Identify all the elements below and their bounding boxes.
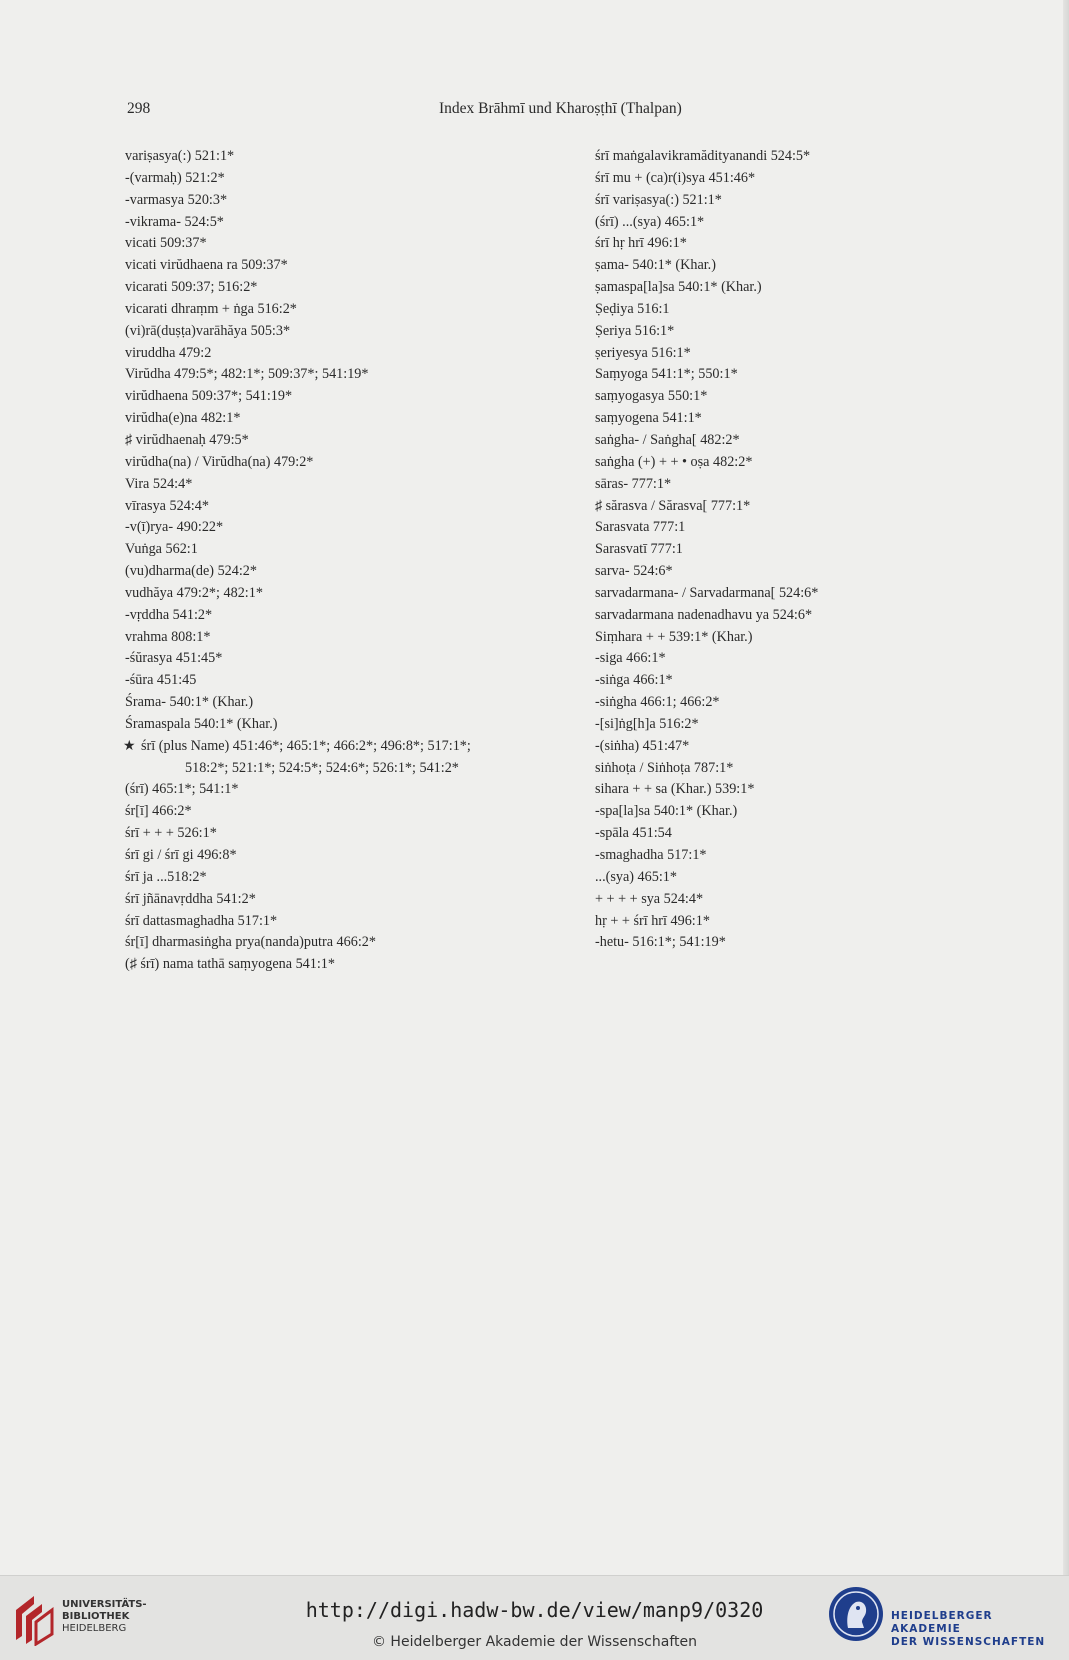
index-entry bbox=[595, 452, 1015, 474]
index-entry-text: Sarasvata 777:1 bbox=[595, 519, 686, 536]
index-entry bbox=[595, 517, 1015, 539]
index-entry-text: śrī jñānavṛddha 541:2* bbox=[125, 890, 256, 907]
index-entry-text: variṣasya(:) 521:1* bbox=[125, 148, 235, 164]
index-entry bbox=[595, 539, 1015, 561]
index-entry-text: vicarati 509:37; 516:2* bbox=[125, 279, 258, 296]
index-entry bbox=[595, 343, 1015, 365]
index-entry-text: -(siṅha) 451:47* bbox=[595, 737, 690, 754]
index-entry bbox=[595, 911, 1015, 933]
index-entry bbox=[125, 168, 575, 190]
index-entry-text: viruddha 479:2 bbox=[125, 344, 212, 361]
index-entry-text: saṅgha- / Saṅgha[ 482:2* bbox=[595, 431, 740, 448]
index-column-right bbox=[595, 146, 1015, 954]
index-entry-text: -varmasya 520:3* bbox=[125, 191, 228, 208]
index-entry-text: -śūra 451:45 bbox=[125, 672, 197, 689]
index-entry-text: -v(ī)rya- 490:22* bbox=[125, 519, 224, 536]
index-entry-text: sarva- 524:6* bbox=[595, 563, 673, 580]
academy-logo-line: DER WISSENSCHAFTEN bbox=[891, 1636, 1046, 1648]
index-entry-text: vicati 509:37* bbox=[125, 235, 207, 252]
index-entry-text: -(varmaḥ) 521:2* bbox=[125, 169, 225, 186]
index-entry bbox=[595, 212, 1015, 234]
index-entry-text: ...(sya) 465:1* bbox=[595, 868, 677, 885]
index-entry bbox=[125, 212, 575, 234]
index-entry bbox=[125, 277, 575, 299]
index-entry bbox=[125, 714, 575, 736]
index-entry-text: -siṅgha 466:1; 466:2* bbox=[595, 694, 720, 711]
index-entry bbox=[595, 496, 1015, 518]
index-entry-text: sihara + + sa (Khar.) 539:1* bbox=[595, 781, 755, 798]
index-entry-text: 518:2*; 521:1*; 524:5*; 524:6*; 526:1*; 541:2* bbox=[185, 759, 459, 776]
index-entry bbox=[125, 517, 575, 539]
index-entry-text: śrī hṛ hrī 496:1* bbox=[595, 235, 687, 252]
index-entry-text: ♯ virŭdhaenaḥ 479:5* bbox=[125, 431, 249, 448]
library-logo-line: HEIDELBERG bbox=[62, 1623, 127, 1634]
index-entry-text: -spāla 451:54 bbox=[595, 825, 672, 842]
index-entry-text: śrī variṣasya(:) 521:1* bbox=[595, 191, 722, 208]
index-entry-text: vicarati dhraṃm + ṅga 516:2* bbox=[125, 300, 297, 317]
index-entry-text: śrī ja ...518:2* bbox=[125, 868, 207, 885]
index-entry bbox=[595, 364, 1015, 386]
index-entry bbox=[125, 801, 575, 823]
index-entry-text: (śrī) ...(sya) 465:1* bbox=[595, 213, 705, 230]
index-entry-text: (♯ śrī) nama tathā saṃyogena 541:1* bbox=[125, 956, 335, 973]
index-entry-text: -vṛddha 541:2* bbox=[125, 606, 213, 623]
index-entry-text: (vu)dharma(de) 524:2* bbox=[125, 563, 257, 580]
index-entry bbox=[125, 255, 575, 277]
index-column-left bbox=[125, 146, 575, 976]
index-entry-text: -śŭrasya 451:45* bbox=[125, 650, 223, 667]
index-entry bbox=[595, 255, 1015, 277]
index-entry bbox=[125, 823, 575, 845]
index-entry-text: saṅgha (+) + + • oṣa 482:2* bbox=[595, 453, 753, 470]
index-entry-text: Siṃhara + + 539:1* (Khar.) bbox=[595, 628, 753, 645]
index-entry bbox=[595, 561, 1015, 583]
index-entry bbox=[125, 539, 575, 561]
index-entry bbox=[125, 954, 575, 976]
index-entry bbox=[595, 627, 1015, 649]
index-entry-text: ṣamaspa[la]sa 540:1* (Khar.) bbox=[595, 279, 762, 296]
library-logo-line: BIBLIOTHEK bbox=[62, 1611, 130, 1622]
index-entry bbox=[595, 889, 1015, 911]
index-entry-text: vīrasya 524:4* bbox=[125, 497, 209, 514]
index-entry-text: śrī mu + (ca)r(i)sya 451:46* bbox=[595, 169, 756, 186]
index-entry bbox=[595, 190, 1015, 212]
index-entry-text: Ṣeḍiya 516:1 bbox=[595, 300, 670, 317]
index-entry bbox=[595, 867, 1015, 889]
index-entry-text: -siga 466:1* bbox=[595, 650, 666, 667]
index-entry bbox=[125, 779, 575, 801]
index-entry bbox=[125, 845, 575, 867]
permalink-url[interactable]: http://digi.hadw-bw.de/view/manp9/0320 bbox=[305, 1598, 764, 1622]
index-entry bbox=[125, 474, 575, 496]
index-entry-text: -spa[la]sa 540:1* (Khar.) bbox=[595, 803, 738, 820]
index-entry-text: -hetu- 516:1*; 541:19* bbox=[595, 934, 726, 951]
running-title: Index Brāhmī und Kharoṣṭhī (Thalpan) bbox=[439, 100, 682, 117]
index-entry-text: virŭdhaena 509:37*; 541:19* bbox=[125, 388, 293, 405]
star-icon: ★ bbox=[123, 737, 136, 754]
index-entry bbox=[125, 932, 575, 954]
index-entry-text: vudhăya 479:2*; 482:1* bbox=[125, 584, 263, 601]
page-edge-shadow bbox=[1063, 0, 1069, 1575]
index-entry bbox=[595, 648, 1015, 670]
index-entry bbox=[595, 932, 1015, 954]
index-entry bbox=[125, 321, 575, 343]
index-entry-text: -smaghadha 517:1* bbox=[595, 847, 707, 863]
index-entry-text: ṣeriyesya 516:1* bbox=[595, 344, 691, 361]
page-number: 298 bbox=[127, 100, 151, 117]
index-entry-text: śrī gi / śrī gi 496:8* bbox=[125, 847, 237, 863]
academy-logo[interactable] bbox=[826, 1584, 1066, 1650]
index-entry-text: saṃyogasya 550:1* bbox=[595, 388, 708, 405]
index-entry-text: Vira 524:4* bbox=[125, 475, 193, 492]
index-entry-text: ṣama- 540:1* (Khar.) bbox=[595, 257, 716, 274]
index-entry-text: siṅhoṭa / Siṅhoṭa 787:1* bbox=[595, 759, 734, 776]
index-entry bbox=[595, 146, 1015, 168]
index-entry bbox=[125, 452, 575, 474]
index-entry bbox=[125, 670, 575, 692]
index-entry bbox=[595, 823, 1015, 845]
index-entry bbox=[595, 408, 1015, 430]
index-entry bbox=[125, 343, 575, 365]
index-entry bbox=[125, 911, 575, 933]
index-entry bbox=[595, 605, 1015, 627]
copyright-notice: © Heidelberger Akademie der Wissenschaften bbox=[371, 1634, 697, 1650]
index-entry bbox=[595, 386, 1015, 408]
index-entry-text: Sarasvatī 777:1 bbox=[595, 541, 683, 558]
index-entry-text: sarvadarmana nadenadhavu ya 524:6* bbox=[595, 606, 813, 623]
index-entry bbox=[125, 736, 575, 758]
index-entry bbox=[125, 561, 575, 583]
index-entry-text: vicati virŭdhaena ra 509:37* bbox=[125, 257, 288, 274]
index-entry bbox=[595, 583, 1015, 605]
index-entry bbox=[595, 714, 1015, 736]
index-entry bbox=[125, 889, 575, 911]
index-entry-text: Śrama- 540:1* (Khar.) bbox=[125, 694, 254, 711]
index-entry bbox=[595, 736, 1015, 758]
library-logo-line: UNIVERSITÄTS- bbox=[62, 1599, 147, 1610]
index-entry bbox=[595, 430, 1015, 452]
index-entry bbox=[125, 496, 575, 518]
academy-logo-line: HEIDELBERGER AKADEMIE bbox=[891, 1610, 993, 1635]
index-entry bbox=[125, 758, 575, 780]
index-entry bbox=[125, 299, 575, 321]
index-entry-text: Ṣeriya 516:1* bbox=[595, 322, 675, 339]
index-entry-text: ♯ sărasva / Sărasva[ 777:1* bbox=[595, 497, 751, 514]
index-entry-text: + + + + sya 524:4* bbox=[595, 890, 704, 907]
index-entry-text: Saṃyoga 541:1*; 550:1* bbox=[595, 366, 738, 383]
index-entry bbox=[595, 277, 1015, 299]
index-entry-text: śr[ī] dharmasiṅgha prya(nanda)putra 466:2* bbox=[125, 934, 376, 951]
index-entry-text: sāras- 777:1* bbox=[595, 475, 672, 492]
index-entry bbox=[125, 605, 575, 627]
index-entry-text: -vikrama- 524:5* bbox=[125, 213, 224, 230]
index-entry bbox=[125, 386, 575, 408]
index-entry-text: Vuṅga 562:1 bbox=[125, 541, 198, 558]
index-entry-text: -[si]ṅg[h]a 516:2* bbox=[595, 715, 699, 732]
index-entry-text: Virŭdha 479:5*; 482:1*; 509:37*; 541:19* bbox=[125, 366, 369, 383]
index-entry bbox=[595, 692, 1015, 714]
index-entry-text: -siṅga 466:1* bbox=[595, 672, 673, 689]
page-header bbox=[127, 100, 927, 122]
index-entry-text: virŭdha(e)na 482:1* bbox=[125, 410, 241, 427]
index-entry bbox=[125, 430, 575, 452]
index-entry-text: vrahma 808:1* bbox=[125, 628, 211, 645]
academy-logo-text bbox=[891, 1610, 1066, 1649]
index-entry bbox=[125, 648, 575, 670]
index-entry-text: hṛ + + śrī hrī 496:1* bbox=[595, 912, 710, 929]
index-entry bbox=[595, 758, 1015, 780]
index-entry bbox=[125, 146, 575, 168]
index-entry bbox=[125, 692, 575, 714]
index-entry-text: śrī + + + 526:1* bbox=[125, 825, 217, 842]
index-entry bbox=[125, 408, 575, 430]
index-entry bbox=[595, 299, 1015, 321]
index-entry-text: śrī (plus Name) 451:46*; 465:1*; 466:2*; 496:8*; 517:1*; bbox=[141, 737, 471, 754]
index-entry bbox=[595, 801, 1015, 823]
index-entry-text: virŭdha(na) / Virŭdha(na) 479:2* bbox=[125, 453, 314, 470]
index-entry bbox=[595, 779, 1015, 801]
index-entry-text: (vi)rā(duṣṭa)varāhăya 505:3* bbox=[125, 322, 291, 339]
index-entry bbox=[125, 583, 575, 605]
index-entry bbox=[595, 168, 1015, 190]
index-entry bbox=[595, 474, 1015, 496]
index-entry-text: (śrī) 465:1*; 541:1* bbox=[125, 781, 239, 798]
academy-seal-icon bbox=[826, 1584, 886, 1644]
index-entry bbox=[125, 867, 575, 889]
index-entry bbox=[595, 845, 1015, 867]
index-entry bbox=[125, 233, 575, 255]
footer-bar bbox=[0, 1575, 1069, 1660]
index-entry bbox=[125, 364, 575, 386]
index-entry bbox=[595, 321, 1015, 343]
index-entry bbox=[125, 190, 575, 212]
index-entry-text: sarvadarmana- / Sarvadarmana[ 524:6* bbox=[595, 584, 819, 601]
index-entry-text: śr[ī] 466:2* bbox=[125, 803, 192, 820]
index-entry bbox=[595, 670, 1015, 692]
index-entry-text: śrī maṅgalavikramădityanandi 524:5* bbox=[595, 148, 811, 164]
index-entry bbox=[595, 233, 1015, 255]
index-entry bbox=[125, 627, 575, 649]
index-entry-text: Śramaspala 540:1* (Khar.) bbox=[125, 715, 278, 732]
index-entry-text: śrī dattasmaghadha 517:1* bbox=[125, 912, 278, 929]
index-entry-text: saṃyogena 541:1* bbox=[595, 410, 702, 427]
